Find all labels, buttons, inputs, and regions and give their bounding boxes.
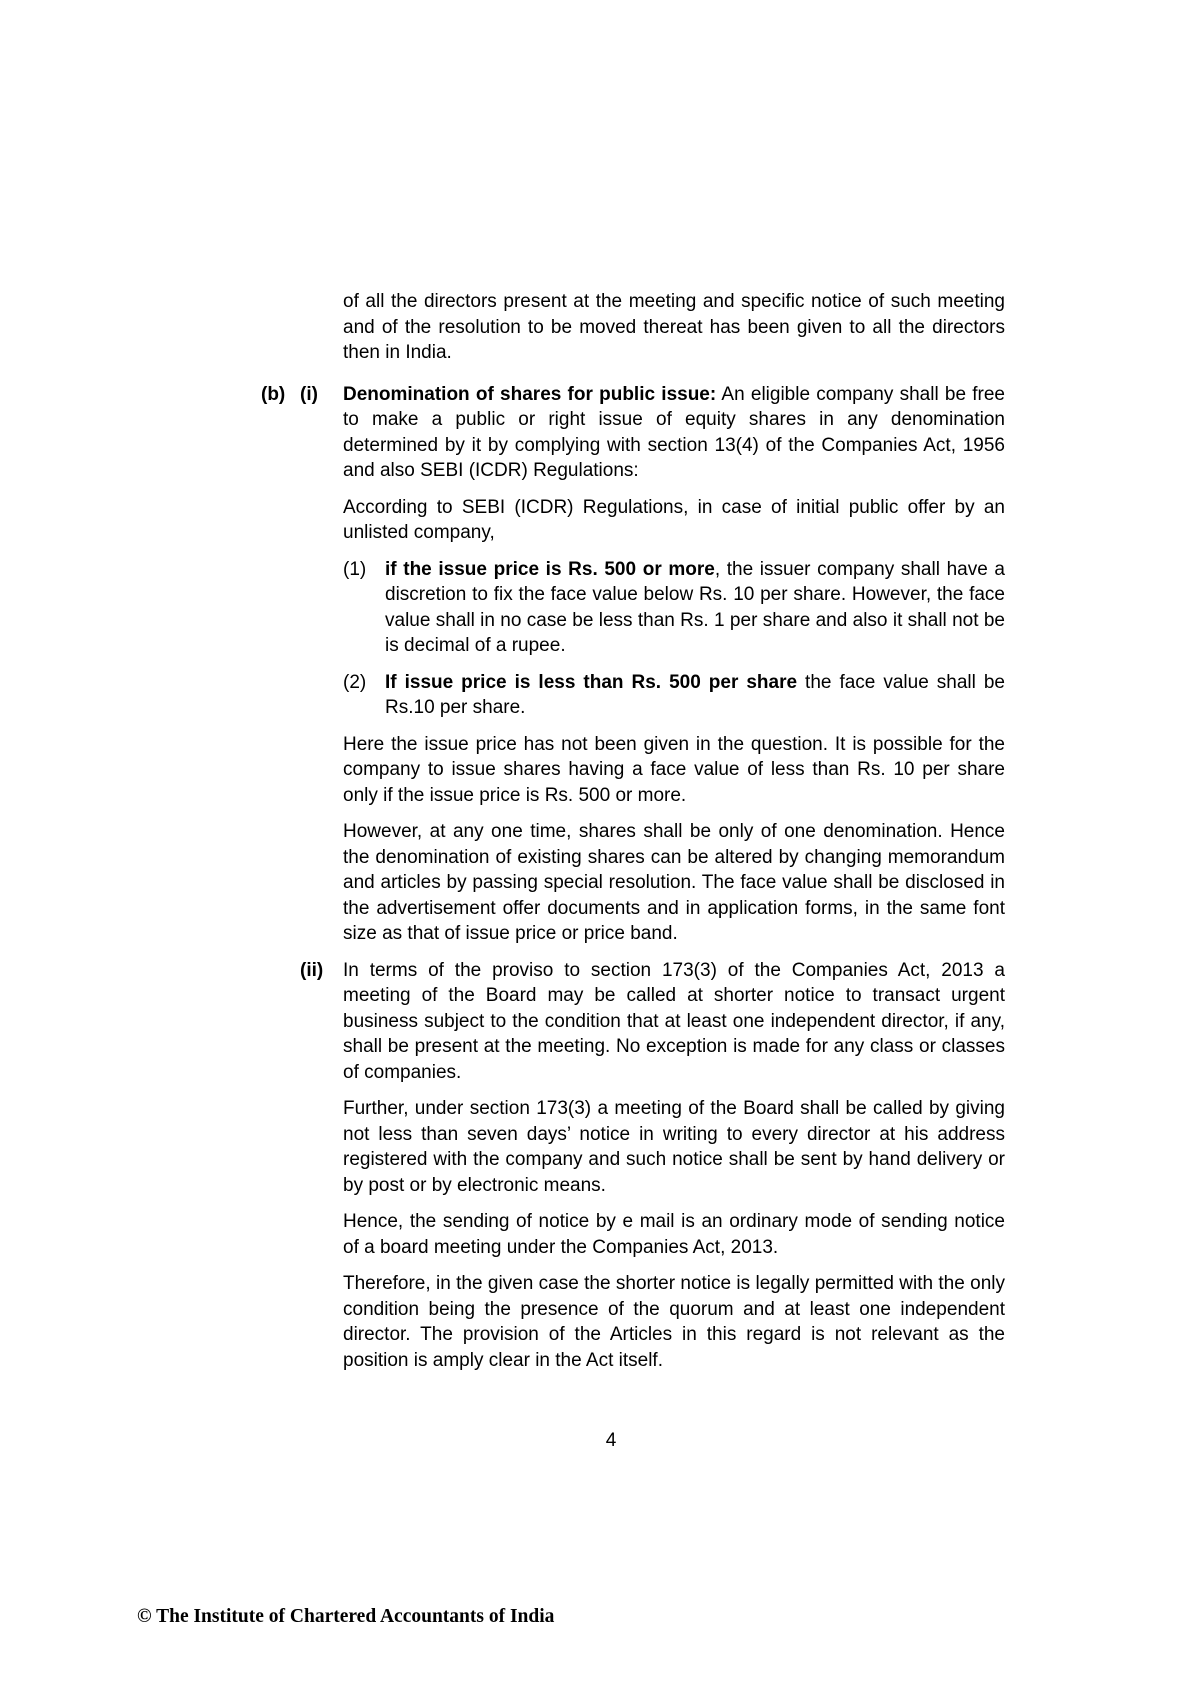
- copyright-footer: © The Institute of Chartered Accountants of India: [137, 1606, 555, 1627]
- paragraph-hence: Hence, the sending of notice by e mail is an ordinary mode of sending notice of a board meeting under the Companies Act, 2013.: [343, 1211, 1005, 1258]
- list-item-1: [343, 557, 1005, 659]
- list-1-bold: if the issue price is Rs. 500 or more: [385, 558, 715, 580]
- denomination-heading: Denomination of shares for public issue:: [343, 383, 717, 405]
- item-b-ii: [261, 958, 1005, 1086]
- paragraph-however: However, at any one time, shares shall be only of one denomination. Hence the denomination of existing shares can be altered by changing memorandum and articles by passing special resolution. The face value shall be disclosed in the advertisement offer documents and in application forms, in the same font size as that of issue price or price band.: [343, 821, 1005, 944]
- page-number: 4: [605, 1430, 617, 1451]
- label-ii: (ii): [300, 959, 324, 981]
- label-b: (b): [261, 383, 286, 405]
- label-b-spacer: [261, 958, 300, 1086]
- paragraph-denomination: [343, 382, 1005, 484]
- paragraph-according: According to SEBI (ICDR) Regulations, in case of initial public offer by an unlisted company,: [343, 496, 1005, 543]
- list-1-rest: , the issuer company shall have a discretion to fix the face value below Rs. 10 per share. However, the face value shall in no case be less than Rs. 1 per share and also it shall not be is decimal of a rupee.: [385, 558, 1005, 656]
- paragraph-therefore: Therefore, in the given case the shorter notice is legally permitted with the only condition being the presence of the quorum and at least one independent director. The provision of the Articles in this regard is not relevant as the position is amply clear in the Act itself.: [343, 1273, 1005, 1371]
- paragraph-intro: of all the directors present at the meeting and specific notice of such meeting and of the resolution to be moved thereat has been given to all the directors then in India.: [343, 291, 1005, 363]
- list-text-1: [385, 557, 1005, 659]
- paragraph-here: Here the issue price has not been given in the question. It is possible for the company to issue shares having a face value of less than Rs. 10 per share only if the issue price is Rs. 500 or more.: [343, 733, 1005, 806]
- paragraph-in-terms: In terms of the proviso to section 173(3) of the Companies Act, 2013 a meeting of the Board may be called at shorter notice to transact urgent business subject to the condition that at least one independent director, if any, shall be present at the meeting. No exception is made for any class or classes of companies.: [343, 959, 1005, 1083]
- item-b-i: [261, 382, 1005, 484]
- list-2-bold: If issue price is less than Rs. 500 per share: [385, 671, 798, 693]
- list-text-2: [385, 670, 1005, 721]
- list-number-2: (2): [343, 671, 367, 693]
- text-block: [261, 289, 1005, 1384]
- list-item-2: [343, 670, 1005, 721]
- denomination-body: An eligible company shall be free to make a public or right issue of equity shares in any denomination determined by it by complying with section 13(4) of the Companies Act, 1956 and also SEBI (ICDR) Regulations:: [343, 383, 1005, 481]
- paragraph-further: Further, under section 173(3) a meeting of the Board shall be called by giving not less than seven days’ notice in writing to every director at his address registered with the company and such notice shall be sent by hand delivery or by post or by electronic means.: [343, 1098, 1005, 1196]
- label-i: (i): [300, 383, 318, 405]
- list-number-1: (1): [343, 558, 367, 580]
- list-2-rest: the face value shall be Rs.10 per share.: [385, 671, 1005, 718]
